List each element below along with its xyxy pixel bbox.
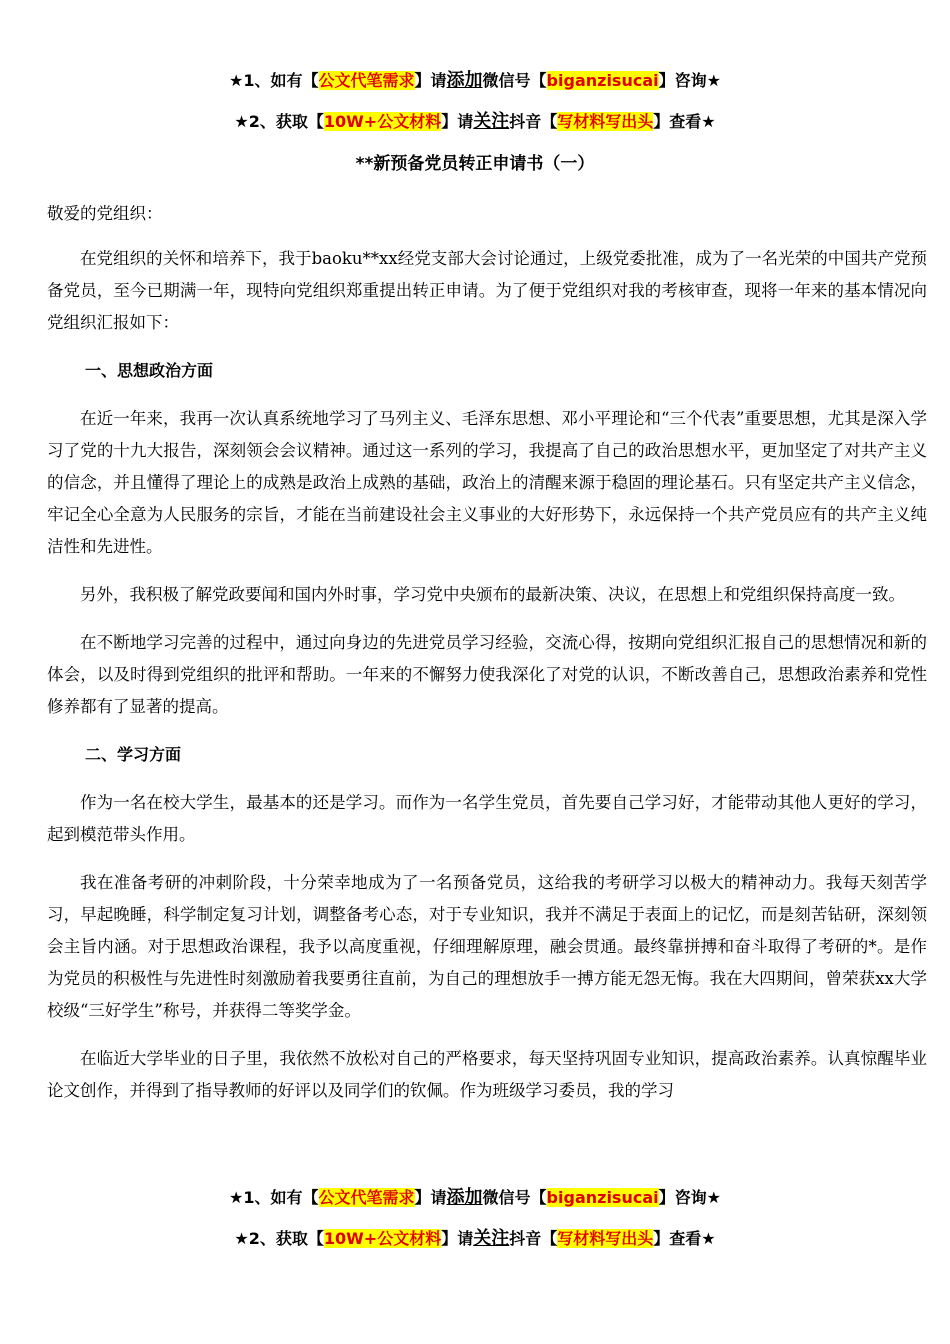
promo-prefix: ★2、获取【: [234, 1229, 324, 1248]
promo-highlight: 写材料写出头: [557, 1229, 654, 1248]
promo-highlight: 10W+公文材料: [323, 1229, 442, 1248]
promo-emphasis: 关注: [473, 1228, 510, 1249]
promo-highlight: 10W+公文材料: [323, 112, 442, 131]
promo-text: 抖音【: [509, 1229, 558, 1248]
promo-line-1: [0, 69, 950, 93]
promo-emphasis: 添加: [446, 70, 483, 91]
promo-line-2-bottom: [0, 1227, 950, 1251]
promo-highlight: biganzisucai: [546, 1188, 659, 1207]
section-heading-ideology: 一、思想政治方面: [85, 361, 214, 380]
promo-text: 】请: [414, 71, 447, 90]
promo-suffix: 】查看★: [653, 112, 716, 131]
promo-text: 】请: [441, 112, 474, 131]
greeting: 敬爱的党组织：: [47, 204, 163, 223]
body-paragraph: 另外，我积极了解党政要闻和国内外时事，学习党中央颁布的最新决策、决议，在思想上和党组织保持高度一致。: [80, 585, 905, 604]
intro-paragraph: 在党组织的关怀和培养下，我于baoku**xx经党支部大会讨论通过，上级党委批准，成为了一名光荣的中国共产党预备党员，至今已期满一年，现特向党组织郑重提出转正申请。为了便于党组织对我的考核审查，现将一年来的基本情况向党组织汇报如下：: [47, 249, 927, 332]
body-paragraph: 我在准备考研的冲刺阶段，十分荣幸地成为了一名预备党员，这给我的考研学习以极大的精神动力。我每天刻苦学习，早起晚睡，科学制定复习计划，调整备考心态，对于专业知识，我并不满足于表面上的记忆，而是刻苦钻研，深刻领会主旨内涵。对于思想政治课程，我予以高度重视，仔细理解原理，融会贯通。最终靠拼搏和奋斗取得了考研的*。是作为党员的积极性与先进性时刻激励着我要勇往直前，为自己的理想放手一搏方能无怨无悔。我在大四期间，曾荣获xx大学校级“三好学生”称号，并获得二等奖学金。: [47, 873, 927, 1020]
promo-highlight: biganzisucai: [546, 71, 659, 90]
promo-suffix: 】查看★: [653, 1229, 716, 1248]
document-title: **新预备党员转正申请书（一）: [355, 154, 595, 174]
promo-highlight: 写材料写出头: [557, 112, 654, 131]
body-paragraph: 在临近大学毕业的日子里，我依然不放松对自己的严格要求，每天坚持巩固专业知识，提高政治素养。认真惊醒毕业论文创作，并得到了指导教师的好评以及同学们的钦佩。作为班级学习委员，我的学习: [47, 1049, 927, 1100]
promo-suffix: 】咨询★: [658, 71, 721, 90]
document-body: [47, 198, 927, 1107]
promo-text: 抖音【: [509, 112, 558, 131]
promo-text: 微信号【: [482, 71, 547, 90]
promo-line-2: [0, 110, 950, 134]
promo-highlight: 公文代笔需求: [318, 71, 415, 90]
promo-line-1-bottom: [0, 1186, 950, 1210]
promo-prefix: ★1、如有【: [229, 1188, 319, 1207]
promo-suffix: 】咨询★: [658, 1188, 721, 1207]
promo-text: 】请: [414, 1188, 447, 1207]
promo-highlight: 公文代笔需求: [318, 1188, 415, 1207]
body-paragraph: 作为一名在校大学生，最基本的还是学习。而作为一名学生党员，首先要自己学习好，才能带动其他人更好的学习，起到模范带头作用。: [47, 793, 927, 844]
section-heading-study: 二、学习方面: [85, 745, 182, 764]
body-paragraph: 在近一年来，我再一次认真系统地学习了马列主义、毛泽东思想、邓小平理论和“三个代表”重要思想，尤其是深入学习了党的十九大报告，深刻领会会议精神。通过这一系列的学习，我提高了自己的政治思想水平，更加坚定了对共产主义的信念，并且懂得了理论上的成熟是政治上成熟的基础，政治上的清醒来源于稳固的理论基石。只有坚定共产主义信念，牢记全心全意为人民服务的宗旨，才能在当前建设社会主义事业的大好形势下，永远保持一个共产党员应有的共产主义纯洁性和先进性。: [47, 409, 927, 556]
body-paragraph: 在不断地学习完善的过程中，通过向身边的先进党员学习经验，交流心得，按期向党组织汇报自己的思想情况和新的体会，以及时得到党组织的批评和帮助。一年来的不懈努力使我深化了对党的认识，不断改善自己，思想政治素养和党性修养都有了显著的提高。: [47, 633, 927, 716]
promo-prefix: ★2、获取【: [234, 112, 324, 131]
promo-emphasis: 添加: [446, 1187, 483, 1208]
promo-text: 微信号【: [482, 1188, 547, 1207]
promo-prefix: ★1、如有【: [229, 71, 319, 90]
promo-emphasis: 关注: [473, 111, 510, 132]
promo-text: 】请: [441, 1229, 474, 1248]
